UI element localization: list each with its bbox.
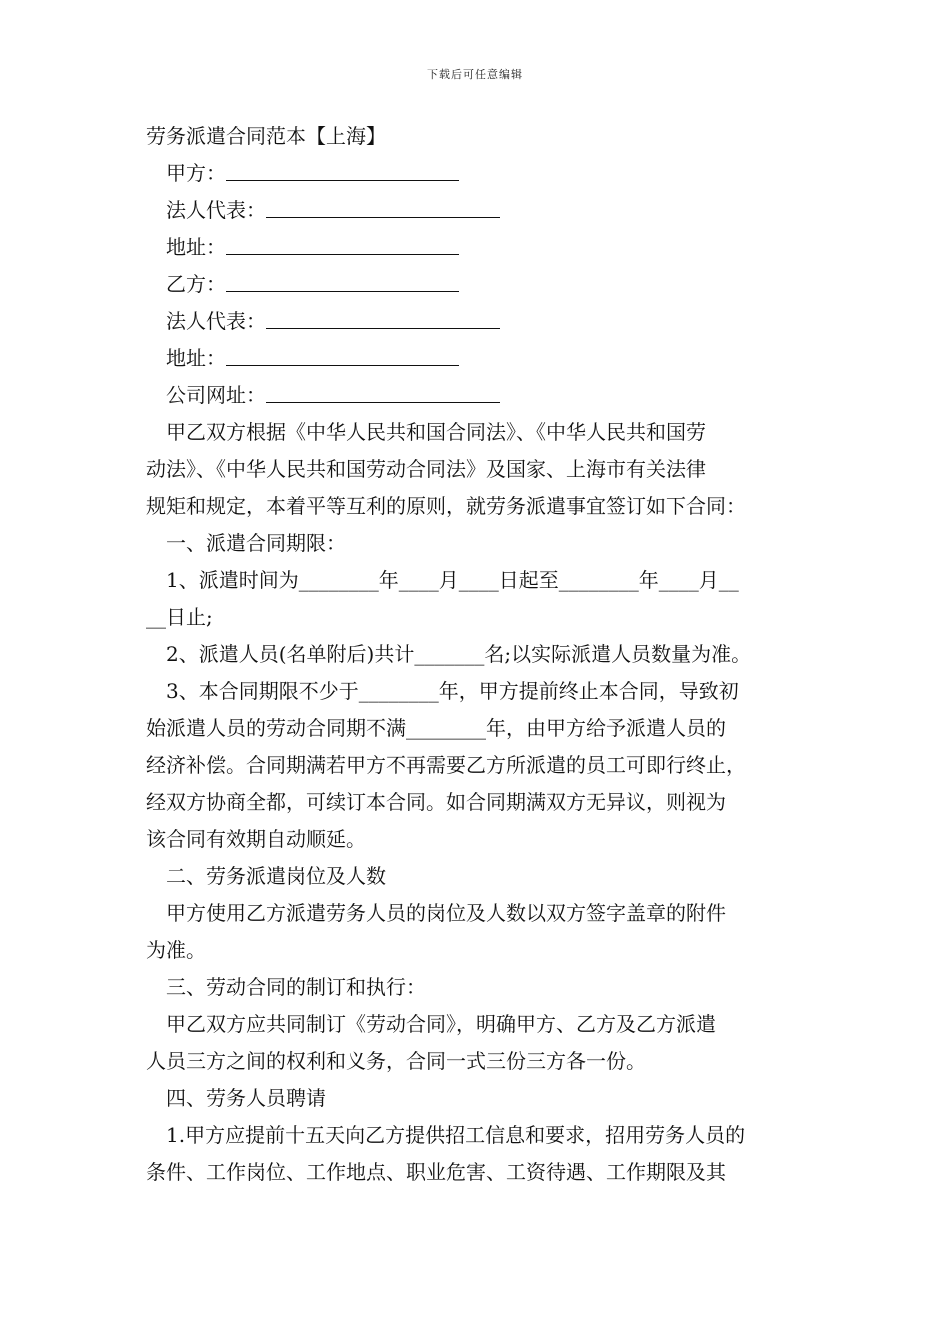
blank-line: [226, 232, 459, 255]
section-2-heading: 二、劳务派遣岗位及人数: [166, 864, 386, 888]
blank-line: [266, 306, 500, 329]
field-label: 地址：: [166, 235, 226, 259]
blank-line: [226, 269, 459, 292]
section-1-item-3-line: 始派遣人员的劳动合同期不满________年，由甲方给予派遣人员的: [146, 716, 726, 740]
header-note: 下载后可任意编辑: [427, 68, 523, 81]
field-label: 法人代表：: [166, 309, 266, 333]
section-3-text-line: 甲乙双方应共同制订《劳动合同》，明确甲方、乙方及乙方派遣: [166, 1012, 716, 1036]
party-a-address-field: [146, 229, 810, 266]
preamble-line: 规矩和规定，本着平等互利的原则，就劳务派遣事宜签订如下合同：: [146, 494, 746, 518]
field-label: 公司网址：: [166, 383, 266, 407]
section-2-text-line: 为准。: [146, 938, 206, 962]
preamble-line: 动法》、《中华人民共和国劳动合同法》及国家、上海市有关法律: [146, 457, 706, 481]
document-title: 劳务派遣合同范本【上海】: [146, 124, 386, 148]
blank-line: [266, 195, 500, 218]
section-3-text-line: 人员三方之间的权利和义务，合同一式三份三方各一份。: [146, 1049, 646, 1073]
field-label: 地址：: [166, 346, 226, 370]
party-b-legal-rep-field: [146, 303, 810, 340]
section-1-item-3-line: 经双方协商全都，可续订本合同。如合同期满双方无异议，则视为: [146, 790, 726, 814]
party-b-address-field: [146, 340, 810, 377]
section-1-heading: 一、派遣合同期限：: [166, 531, 346, 555]
party-b-field: [146, 266, 810, 303]
field-label: 甲方：: [166, 161, 226, 185]
company-website-field: [146, 377, 810, 414]
preamble-line: 甲乙双方根据《中华人民共和国合同法》、《中华人民共和国劳: [166, 420, 706, 444]
blank-line: [226, 158, 459, 181]
section-2-text-line: 甲方使用乙方派遣劳务人员的岗位及人数以双方签字盖章的附件: [166, 901, 726, 925]
section-3-heading: 三、劳动合同的制订和执行：: [166, 975, 426, 999]
section-4-text-line: 条件、工作岗位、工作地点、职业危害、工资待遇、工作期限及其: [146, 1160, 726, 1184]
party-a-field: [146, 155, 810, 192]
section-1-item-2: 2、派遣人员(名单附后)共计_______名;以实际派遣人员数量为准。: [166, 642, 752, 666]
section-4-text-line: 1.甲方应提前十五天向乙方提供招工信息和要求，招用劳务人员的: [166, 1123, 746, 1147]
document-body: [146, 118, 810, 1191]
field-label: 法人代表：: [166, 198, 266, 222]
section-4-heading: 四、劳务人员聘请: [166, 1086, 326, 1110]
blank-line: [266, 380, 500, 403]
field-label: 乙方：: [166, 272, 226, 296]
section-1-item-1-line: __日止;: [146, 605, 213, 629]
party-a-legal-rep-field: [146, 192, 810, 229]
section-1-item-3-line: 该合同有效期自动顺延。: [146, 827, 366, 851]
section-1-item-3-line: 经济补偿。合同期满若甲方不再需要乙方所派遣的员工可即行终止，: [146, 753, 746, 777]
section-1-item-1-line: 1、派遣时间为________年____月____日起至________年____月__: [166, 568, 739, 592]
section-1-item-3-line: 3、本合同期限不少于________年，甲方提前终止本合同，导致初: [166, 679, 739, 703]
blank-line: [226, 343, 459, 366]
